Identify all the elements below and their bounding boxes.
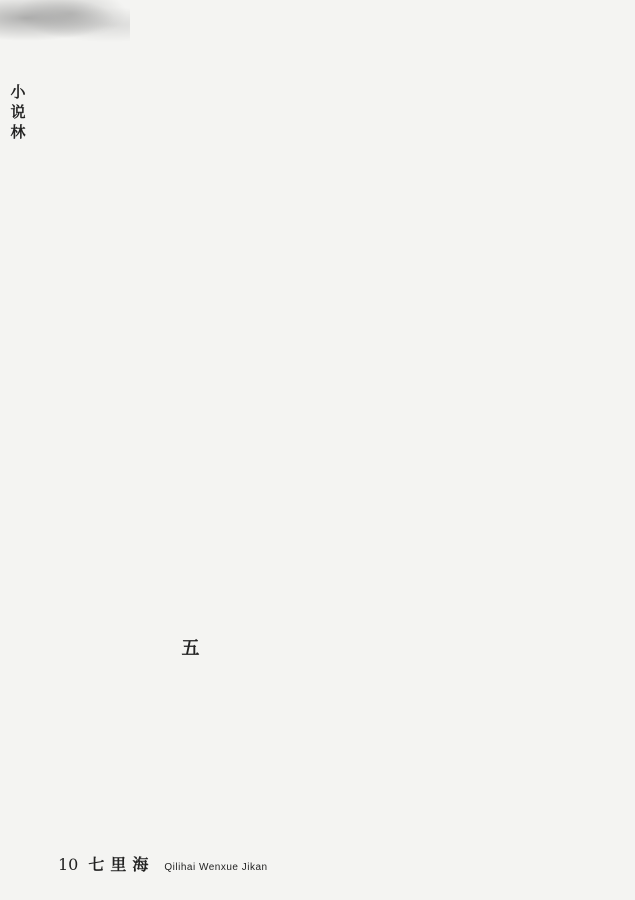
section-heading: 五: [181, 638, 200, 659]
journal-title-romanized: Qilihai Wenxue Jikan: [164, 862, 268, 873]
journal-title: 七里海: [88, 855, 155, 874]
ink-wash-decoration: [0, 0, 130, 45]
page-footer: [58, 852, 268, 876]
column-tag: 小说林: [10, 83, 26, 141]
page-number: 10: [58, 855, 79, 874]
